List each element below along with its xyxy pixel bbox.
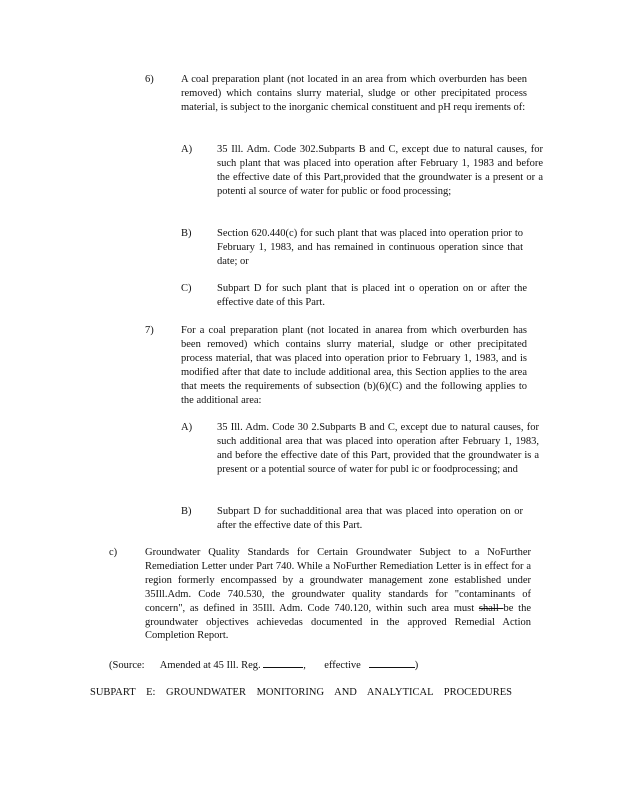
item-6a-text: 35 Ill. Adm. Code 302.Subparts B and C, except due to natural causes, for such plant that was placed into operation after February 1, 1983 and before the effective date of this Part,provided that the groundwater is a present or a potenti al source of water for public or food processing; bbox=[217, 144, 543, 197]
source-effective: effective bbox=[324, 660, 361, 671]
source-close: ) bbox=[414, 660, 419, 671]
item-7a-text: 35 Ill. Adm. Code 30 2.Subparts B and C, except due to natural causes, for such additional area that was placed into operation after February 1, 1983, and before the effective date of this Part, provided that the groundwater is a present or a potential source of water for publ ic or foodprocessing; and bbox=[217, 422, 539, 475]
item-6b-label: B) bbox=[181, 228, 192, 239]
item-7-label: 7) bbox=[145, 325, 154, 336]
item-6-text: A coal preparation plant (not located in an area from which overburden has been removed) which contains slurry material, sludge or other precipitated process material, is subject to the inorganic chemical constituent and pH requ irements of: bbox=[181, 74, 527, 113]
effective-date-blank bbox=[369, 657, 415, 668]
item-7b-text: Subpart D for suchadditional area that was placed into operation on or after the effective date of this Part. bbox=[217, 506, 523, 531]
item-7-text: For a coal preparation plant (not located in anarea from which overburden has been removed) which contains slurry material, sludge or other precipitated process material, that was placed into operation prior to February 1, 1983, and is modified after that date to include additional area, this Section applies to the area that meets the requirements of subsection (b)(6)(C) and the following applies to the additional area: bbox=[181, 325, 527, 406]
item-c-text-after: be the groundwater objectives achievedas documented in the approved Remedial Action Completion Report. bbox=[145, 602, 531, 642]
item-7b-label: B) bbox=[181, 506, 192, 517]
item-6c-text: Subpart D for such plant that is placed int o operation on or after the effective date of this Part. bbox=[217, 283, 527, 308]
item-c-struck-word: shall bbox=[478, 602, 504, 614]
item-6a-label: A) bbox=[181, 144, 193, 155]
item-6c-label: C) bbox=[181, 283, 192, 294]
item-6b-text: Section 620.440(c) for such plant that was placed into operation prior to February 1, 1983, and has remained in continuous operation since that date; or bbox=[217, 228, 523, 267]
subpart-heading: SUBPART E: GROUNDWATER MONITORING AND ANALYTICAL PROCEDURES bbox=[90, 687, 513, 698]
item-c-label: c) bbox=[109, 547, 118, 558]
item-7a-label: A) bbox=[181, 422, 193, 433]
source-amended: Amended at 45 Ill. Reg. bbox=[159, 660, 261, 671]
item-c-text-before: Groundwater Quality Standards for Certain Groundwater Subject to a NoFurther Remediation Letter under Part 740. While a NoFurther Remediation Letter is in effect for a region formerly encompassed by a groundwater management zone established under 35Ill.Adm. Code 740.530, the groundwater quality standards for "contaminants of concern", as defined in 35Ill. Adm. Code 740.120, within such area must bbox=[145, 547, 531, 614]
register-page-blank bbox=[263, 657, 303, 668]
item-c-text bbox=[145, 546, 531, 643]
source-open: (Source: bbox=[109, 660, 145, 671]
source-note bbox=[109, 657, 418, 673]
item-6-label: 6) bbox=[145, 74, 154, 85]
source-comma: , bbox=[303, 660, 306, 671]
